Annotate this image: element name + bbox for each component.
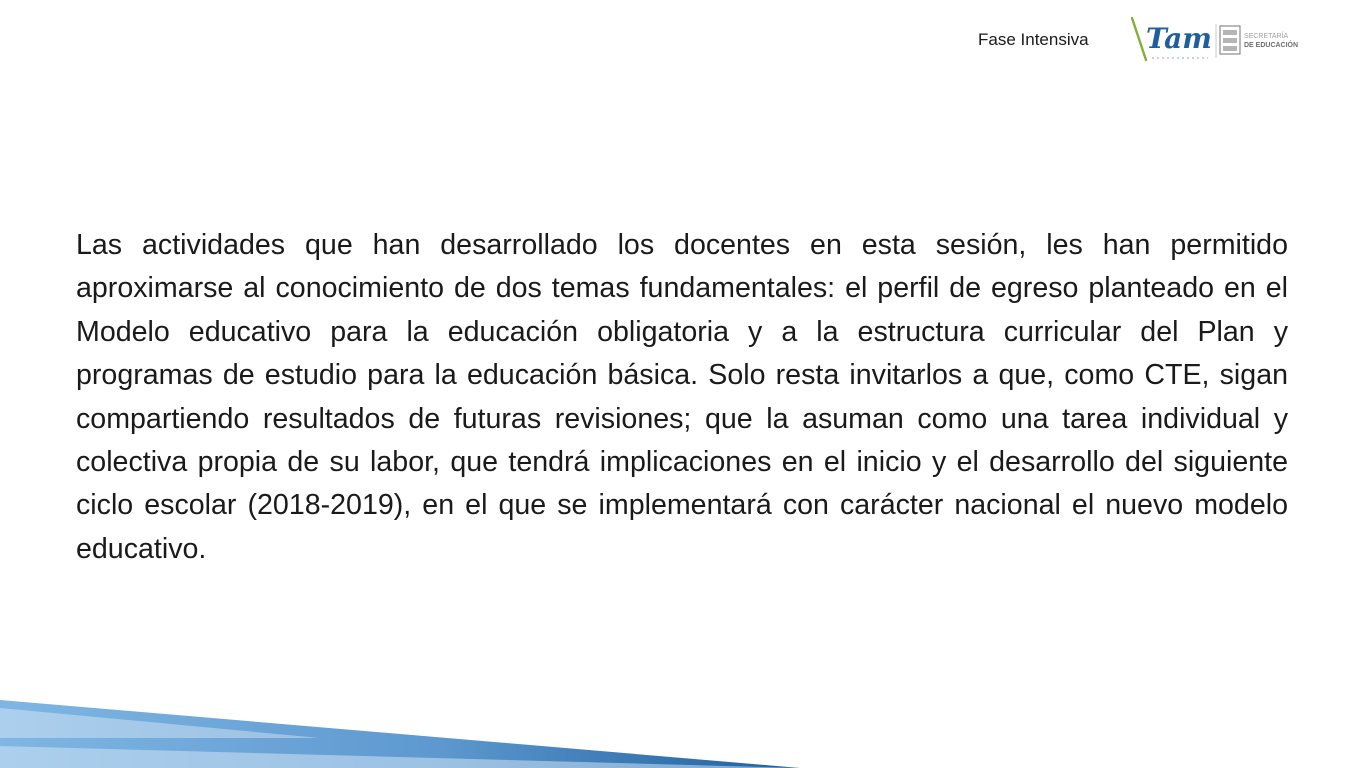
body-paragraph: Las actividades que han desarrollado los docentes en esta sesión, les han permitido aproximarse al conocimiento de dos temas fundamentales: el perfil de egreso planteado en el Modelo educativo para la educación obligatoria y a la estructura curricular del Plan y programas de estudio para la educación básica. Solo resta invitarlos a que, como CTE, sigan compartiendo resultados de futuras revisiones; que la asuman como una tarea individual y colectiva propia de su labor, que tendrá implicaciones en el inicio y el desarrollo del siguiente ciclo escolar (2018-2019), en el que se implementará con carácter nacional el nuevo modelo educativo. bbox=[76, 229, 1288, 565]
secretaria-educacion-logo-icon bbox=[1220, 26, 1298, 54]
header-logos bbox=[1128, 14, 1310, 66]
sep-logo-line2: DE EDUCACIÓN bbox=[1244, 42, 1299, 49]
tam-logo-text: Tam bbox=[1146, 22, 1212, 55]
decorative-footer-band bbox=[0, 698, 800, 768]
sep-logo-line1: SECRETARÍA bbox=[1244, 33, 1289, 40]
header-label: Fase Intensiva bbox=[978, 30, 1089, 49]
tamaulipas-logo-icon bbox=[1132, 18, 1212, 60]
